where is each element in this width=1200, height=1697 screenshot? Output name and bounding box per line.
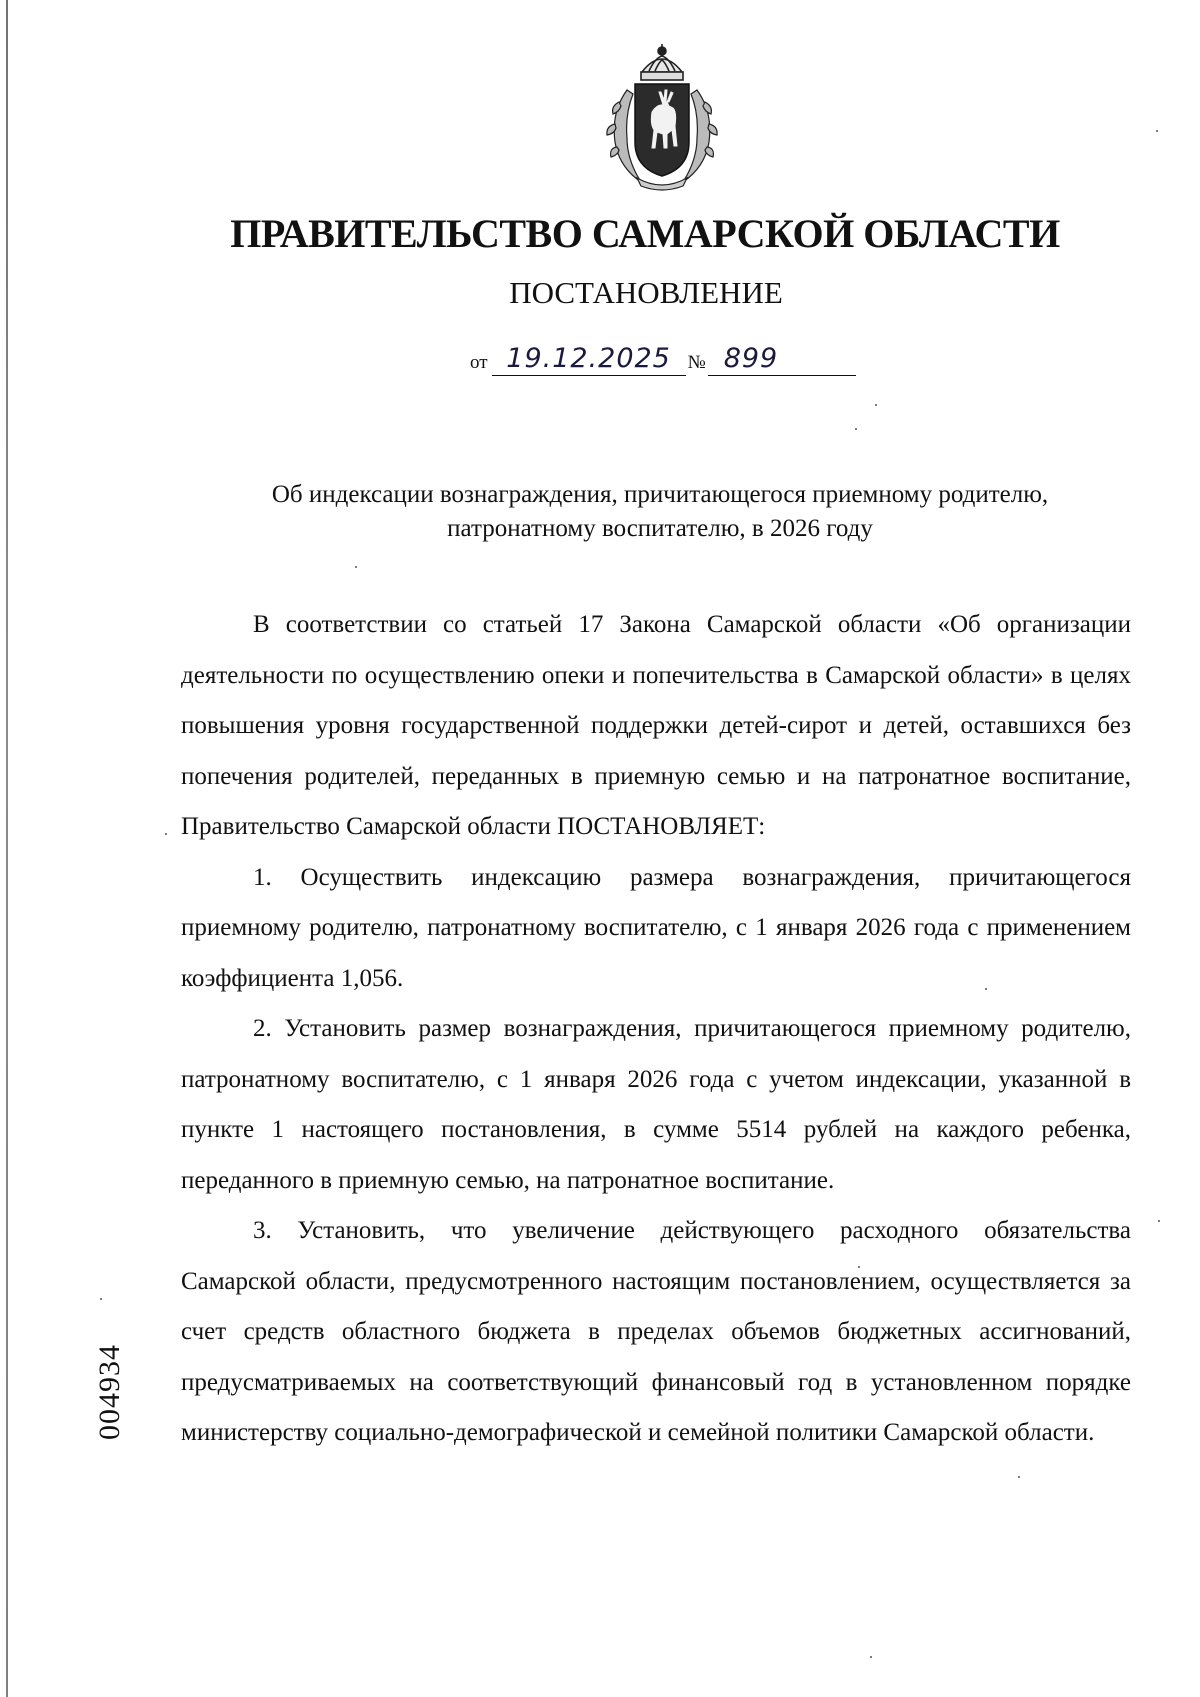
scan-speck xyxy=(1018,1476,1020,1478)
subject-line-2: патронатному воспитателю, в 2026 году xyxy=(447,515,873,542)
scan-speck xyxy=(100,1298,102,1300)
scan-speck xyxy=(855,428,857,430)
item-3-paragraph: 3. Установить, что увеличение действующего расходного обязательства Самарской области, предусмотренного настоящим постановлением, осуществляется за счет средств областного бюджета в пределах объемов бюджетных ассигнований, предусматриваемых на соответствующий финансовый год в установленном порядке министерству социально-демографической и семейной политики Самарской области. xyxy=(181,1217,1131,1446)
scan-speck xyxy=(1156,130,1158,132)
item-2-paragraph: 2. Установить размер вознаграждения, причитающегося приемному родителю, патронатному воспитателю, с 1 января 2026 года с учетом индексации, указанной в пункте 1 настоящего постановления, в сумме 5514 рублей на каждого ребенка, переданного в приемную семью, на патронатное воспитание. xyxy=(181,1015,1131,1194)
scan-speck xyxy=(858,1266,860,1268)
date-value: 19.12.2025 xyxy=(492,343,686,376)
item-1-paragraph: 1. Осуществить индексацию размера вознаграждения, причитающегося приемному родителю, патронатному воспитателю, с 1 января 2026 года с применением коэффициента 1,056. xyxy=(181,863,1131,992)
scan-speck xyxy=(1158,1220,1160,1222)
subject-line-1: Об индексации вознаграждения, причитающегося приемному родителю, xyxy=(271,481,1049,508)
samara-oblast-coat-of-arms-icon xyxy=(597,42,727,192)
organization-title: ПРАВИТЕЛЬСТВО САМАРСКОЙ ОБЛАСТИ xyxy=(230,211,1060,256)
scan-edge-line xyxy=(6,0,8,1697)
number-value: 899 xyxy=(708,343,856,376)
number-prefix: № xyxy=(687,352,706,373)
scan-speck xyxy=(875,404,877,406)
date-prefix: от xyxy=(470,352,488,373)
scan-speck xyxy=(355,566,357,568)
margin-serial-number: 004934 xyxy=(93,1344,126,1440)
document-subject xyxy=(190,478,1130,546)
scan-speck xyxy=(870,1656,872,1658)
document-body xyxy=(181,600,1131,1459)
date-number-line xyxy=(470,336,856,376)
scan-speck xyxy=(985,988,987,990)
scan-speck xyxy=(165,833,167,835)
preamble-paragraph: В соответствии со статьей 17 Закона Самарской области «Об организации деятельности по осуществлению опеки и попечительства в Самарской области» в целях повышения уровня государственной поддержки детей-сирот и детей, оставшихся без попечения родителей, переданных в приемную семью и на патронатное воспитание, Правительство Самарской области ПОСТАНОВЛЯЕТ: xyxy=(181,611,1131,840)
document-type: ПОСТАНОВЛЕНИЕ xyxy=(509,275,783,310)
